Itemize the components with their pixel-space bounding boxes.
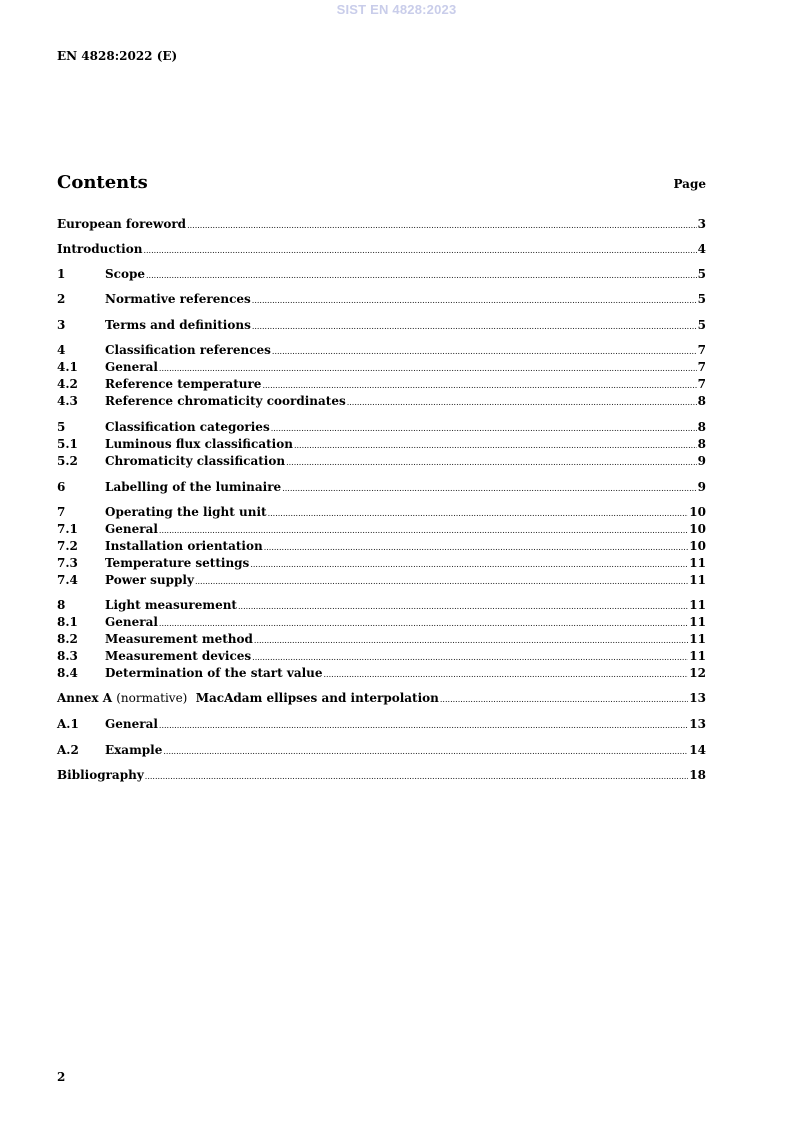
toc-entry-page: 7 bbox=[697, 343, 706, 357]
toc-entry-page: 7 bbox=[697, 377, 706, 391]
toc-entry-number: 5 bbox=[57, 420, 66, 434]
toc-dot-leader bbox=[159, 615, 688, 632]
toc-entry-label: Classification references bbox=[105, 343, 271, 357]
toc-dot-leader bbox=[324, 666, 689, 683]
toc-entry[interactable] bbox=[57, 690, 706, 707]
toc-entry[interactable] bbox=[57, 241, 706, 258]
toc-entry-label: Installation orientation bbox=[105, 539, 263, 553]
toc-dot-leader bbox=[159, 717, 688, 734]
toc-dot-leader bbox=[163, 743, 688, 760]
toc-entry[interactable] bbox=[57, 597, 706, 614]
toc-entry-number: 8.2 bbox=[57, 632, 78, 646]
toc-entry-page: 9 bbox=[697, 454, 706, 468]
toc-entry[interactable] bbox=[57, 453, 706, 470]
toc-entry-label: Reference temperature bbox=[105, 377, 262, 391]
toc-entry-label: Temperature settings bbox=[105, 556, 250, 570]
watermark: SIST EN 4828:2023 bbox=[336, 2, 457, 17]
toc-entry-page: 4 bbox=[697, 242, 706, 256]
toc-entry-label: Measurement method bbox=[105, 632, 253, 646]
toc-entry[interactable] bbox=[57, 538, 706, 555]
toc-entry-label: Scope bbox=[105, 267, 146, 281]
toc-entry-number: 7.1 bbox=[57, 522, 78, 536]
toc-annex-title: MacAdam ellipses and interpolation bbox=[195, 691, 439, 705]
toc-entry-label: Reference chromaticity coordinates bbox=[105, 394, 346, 408]
toc-entry-page: 10 bbox=[689, 522, 706, 536]
toc-entry-label: Example bbox=[105, 743, 163, 757]
toc-entry[interactable] bbox=[57, 742, 706, 759]
toc-entry-page: 8 bbox=[697, 394, 706, 408]
toc-dot-leader bbox=[268, 505, 689, 522]
toc-entry-page: 18 bbox=[689, 768, 706, 782]
toc-entry-label: Operating the light unit bbox=[105, 505, 267, 519]
toc-entry-number: 1 bbox=[57, 267, 66, 281]
toc-entry[interactable] bbox=[57, 291, 706, 308]
toc-entry-number: 8 bbox=[57, 598, 66, 612]
toc-dot-leader bbox=[146, 267, 697, 284]
toc-entry[interactable] bbox=[57, 376, 706, 393]
toc-entry-label: Introduction bbox=[57, 242, 143, 256]
toc-entry-number: 4.2 bbox=[57, 377, 78, 391]
toc-entry-number: A.2 bbox=[57, 743, 79, 757]
toc-entry-label: Power supply bbox=[105, 573, 194, 587]
toc-dot-leader bbox=[252, 292, 697, 309]
toc-entry[interactable] bbox=[57, 555, 706, 572]
toc-entry-label: Terms and definitions bbox=[105, 318, 251, 332]
toc-dot-leader bbox=[252, 649, 688, 666]
toc-entry-page: 5 bbox=[697, 318, 706, 332]
toc-entry-number: 6 bbox=[57, 480, 66, 494]
toc-entry-page: 11 bbox=[689, 615, 706, 629]
toc-entry-number: 7 bbox=[57, 505, 66, 519]
toc-entry-page: 9 bbox=[697, 480, 706, 494]
toc-entry-page: 11 bbox=[689, 649, 706, 663]
toc-entry[interactable] bbox=[57, 504, 706, 521]
toc-entry-label: General bbox=[105, 615, 158, 629]
toc-entry-label: Light measurement bbox=[105, 598, 237, 612]
toc-dot-leader bbox=[143, 242, 696, 259]
toc-entry-number: 3 bbox=[57, 318, 66, 332]
toc-entry-page: 8 bbox=[697, 437, 706, 451]
toc-dot-leader bbox=[262, 377, 696, 394]
toc-entry-number: 5.1 bbox=[57, 437, 78, 451]
toc-entry-label: Chromaticity classification bbox=[105, 454, 286, 468]
toc-entry-number: 2 bbox=[57, 292, 66, 306]
toc-entry-page: 3 bbox=[697, 217, 706, 231]
toc-entry[interactable] bbox=[57, 359, 706, 376]
toc-entry[interactable] bbox=[57, 419, 706, 436]
toc-entry-number: 5.2 bbox=[57, 454, 78, 468]
toc-entry-page: 11 bbox=[689, 573, 706, 587]
toc-page-label: Page bbox=[673, 177, 706, 191]
toc-dot-leader bbox=[294, 437, 697, 454]
toc-entry[interactable] bbox=[57, 631, 706, 648]
toc-entry[interactable] bbox=[57, 266, 706, 283]
toc-dot-leader bbox=[145, 768, 689, 785]
toc-entry[interactable] bbox=[57, 716, 706, 733]
toc-entry-page: 5 bbox=[697, 267, 706, 281]
page-number: 2 bbox=[57, 1070, 66, 1084]
toc-entry-page: 7 bbox=[697, 360, 706, 374]
toc-entry-number: 8.4 bbox=[57, 666, 78, 680]
toc-dot-leader bbox=[238, 598, 688, 615]
toc-dot-leader bbox=[187, 217, 697, 234]
toc-dot-leader bbox=[286, 454, 697, 471]
toc-entry-label: European foreword bbox=[57, 217, 187, 231]
toc-entry[interactable] bbox=[57, 436, 706, 453]
toc-entry-page: 10 bbox=[689, 539, 706, 553]
document-id: EN 4828:2022 (E) bbox=[57, 49, 178, 63]
toc-entry-page: 10 bbox=[689, 505, 706, 519]
toc-entry[interactable] bbox=[57, 393, 706, 410]
toc-entry-label: Luminous flux classification bbox=[105, 437, 293, 451]
toc-dot-leader bbox=[271, 420, 697, 437]
toc-annex-note: (normative) bbox=[116, 691, 188, 705]
toc-entry-label: Labelling of the luminaire bbox=[105, 480, 282, 494]
toc-entry-number: 8.3 bbox=[57, 649, 78, 663]
toc-entry-label: General bbox=[105, 360, 158, 374]
toc-entry-number: 7.2 bbox=[57, 539, 78, 553]
toc-entry-label: Normative references bbox=[105, 292, 251, 306]
toc-header bbox=[57, 172, 706, 193]
toc-entry-number: 4.3 bbox=[57, 394, 78, 408]
toc-entry[interactable] bbox=[57, 216, 706, 233]
toc-dot-leader bbox=[250, 556, 688, 573]
toc-dot-leader bbox=[159, 522, 688, 539]
toc-dot-leader bbox=[272, 343, 697, 360]
toc-entry[interactable] bbox=[57, 614, 706, 631]
toc-entry-page: 11 bbox=[689, 632, 706, 646]
toc-entry[interactable] bbox=[57, 572, 706, 589]
toc-entry[interactable] bbox=[57, 479, 706, 496]
toc-entry-page: 13 bbox=[689, 691, 706, 705]
toc-dot-leader bbox=[440, 691, 688, 708]
toc-entry-label bbox=[57, 690, 439, 707]
toc-entry-page: 12 bbox=[689, 666, 706, 680]
toc-entry[interactable] bbox=[57, 317, 706, 334]
toc-dot-leader bbox=[347, 394, 697, 411]
toc-entry-number: 8.1 bbox=[57, 615, 78, 629]
toc-entry[interactable] bbox=[57, 665, 706, 682]
toc-entry-page: 11 bbox=[689, 556, 706, 570]
toc-entry-label: Measurement devices bbox=[105, 649, 252, 663]
toc-entry[interactable] bbox=[57, 648, 706, 665]
toc-dot-leader bbox=[252, 318, 697, 335]
toc-entry-label: General bbox=[105, 717, 158, 731]
toc-entry-page: 13 bbox=[689, 717, 706, 731]
toc-dot-leader bbox=[264, 539, 689, 556]
toc-entry-number: 7.4 bbox=[57, 573, 78, 587]
toc-entry[interactable] bbox=[57, 342, 706, 359]
toc-entry-page: 11 bbox=[689, 598, 706, 612]
toc-dot-leader bbox=[195, 573, 688, 590]
toc-entry-label: Bibliography bbox=[57, 768, 144, 782]
toc-entry[interactable] bbox=[57, 521, 706, 538]
toc-entry-page: 8 bbox=[697, 420, 706, 434]
toc-dot-leader bbox=[282, 480, 696, 497]
toc-entry-number: 4.1 bbox=[57, 360, 78, 374]
toc-annex-prefix: Annex A bbox=[57, 691, 113, 705]
toc-entry-page: 14 bbox=[689, 743, 706, 757]
toc-entry-label: Classification categories bbox=[105, 420, 270, 434]
toc-title: Contents bbox=[57, 172, 148, 193]
toc-entry-number: 4 bbox=[57, 343, 66, 357]
toc-entry-label: Determination of the start value bbox=[105, 666, 323, 680]
toc-entry-label: General bbox=[105, 522, 158, 536]
toc-entry-number: A.1 bbox=[57, 717, 79, 731]
toc-dot-leader bbox=[254, 632, 688, 649]
toc-entry-page: 5 bbox=[697, 292, 706, 306]
toc-dot-leader bbox=[159, 360, 697, 377]
toc-entry[interactable] bbox=[57, 767, 706, 784]
toc-entry-number: 7.3 bbox=[57, 556, 78, 570]
